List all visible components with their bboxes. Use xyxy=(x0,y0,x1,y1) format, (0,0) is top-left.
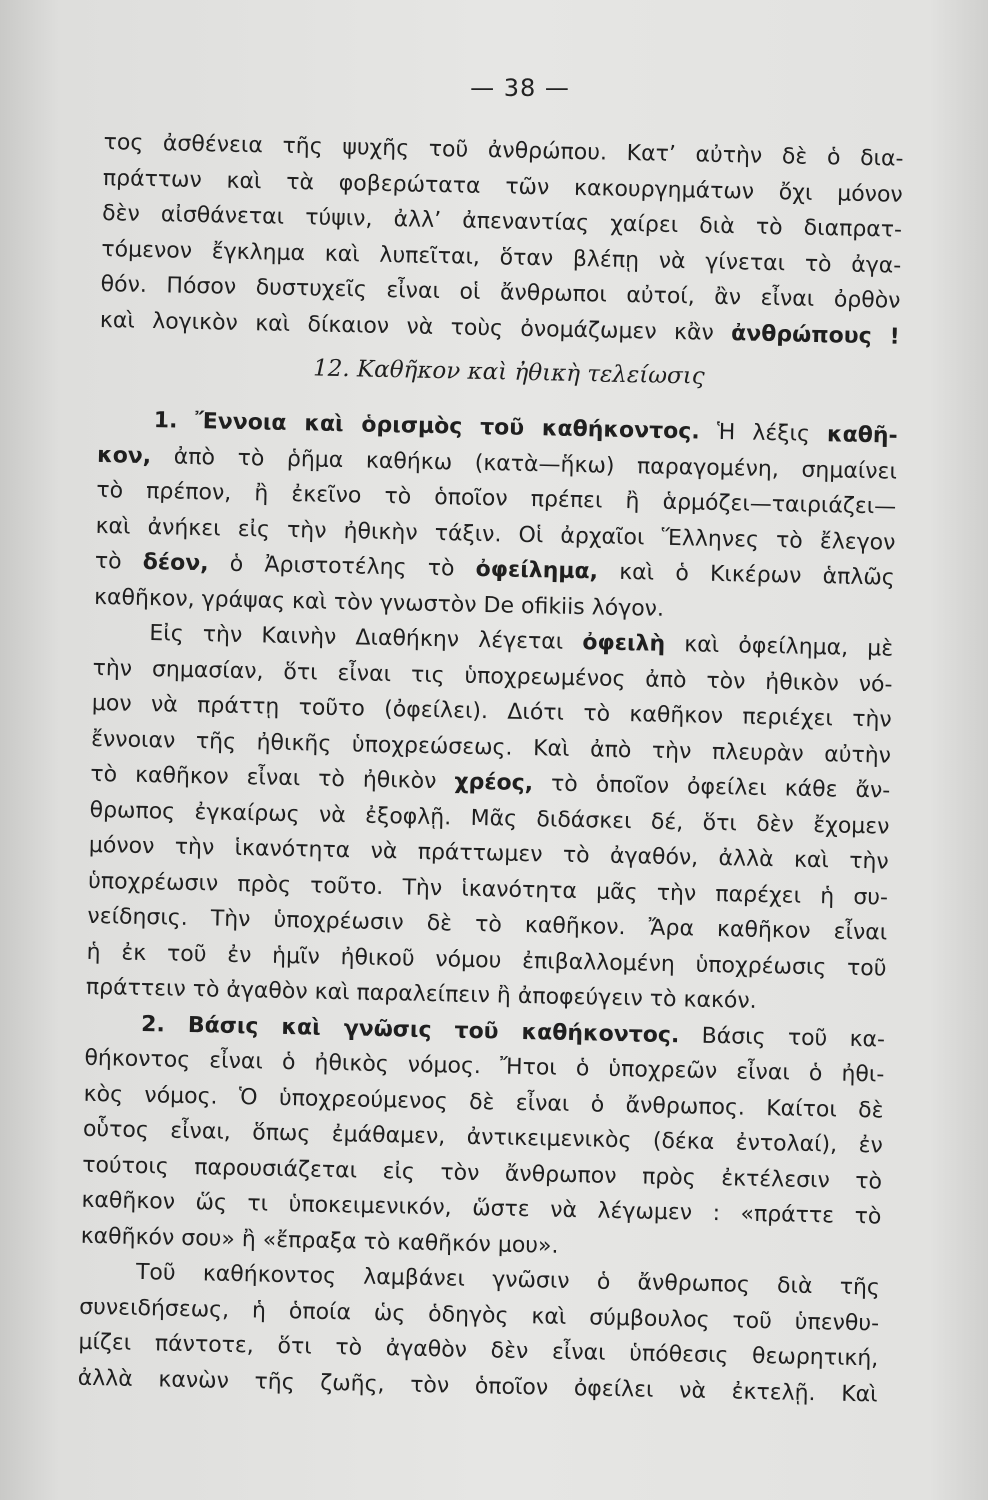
text-line: κὸς νόμος. Ὁ ὑποχρεούμενος δὲ εἶναι ὁ ἄνθρωπος. Καίτοι δὲ xyxy=(83,1081,884,1124)
text-line: ἔννοιαν τῆς ἠθικῆς ὑποχρεώσεως. Καὶ ἀπὸ τὴν πλευρὰν αὐτὴν xyxy=(90,726,892,769)
text-line: Τοῦ καθήκοντος λαμβάνει γνῶσιν ὁ ἄνθρωπος διὰ τῆς xyxy=(135,1259,881,1301)
text-fragment: τὸ καθῆκον εἶναι τὸ ἠθικὸν xyxy=(90,761,455,795)
text-line: θήκοντος εἶναι ὁ ἠθικὸς νόμος. Ἤτοι ὁ ὑποχρεῶν εἶναι ὁ ἠθι- xyxy=(84,1045,885,1088)
text-line: θρωπος ἐγκαίρως νὰ ἐξοφλῇ. Μᾶς διδάσκει δέ, ὅτι δὲν ἔχομεν xyxy=(89,797,890,840)
text-line: πράττων καὶ τὰ φοβερώτατα τῶν κακουργημάτων ὄχι μόνον xyxy=(102,165,903,208)
emphasis-opheile: ὀφειλὴ xyxy=(582,630,666,657)
emphasis-opheilema: ὀφείλημα, xyxy=(475,556,599,585)
text-line: νείδησις. Τὴν ὑποχρέωσιν δὲ τὸ καθῆκον. Ἄρα καθῆκον εἶναι xyxy=(87,903,888,946)
text-fragment: τὸ xyxy=(94,548,144,575)
page-number: — 38 — xyxy=(470,74,570,102)
text-fragment: Βάσις τοῦ κα- xyxy=(679,1022,886,1053)
text-line: τὸ πρέπον, ἢ ἐκεῖνο τὸ ὁποῖον πρέπει ἢ ἁρμόζει—ταιριάζει— xyxy=(96,477,897,520)
text-line: συνειδήσεως, ἡ ὁποία ὡς ὁδηγὸς καὶ σύμβουλος τοῦ ὑπενθυ- xyxy=(78,1294,880,1336)
text-fragment: Εἰς τὴν Καινὴν Διαθήκην λέγεται xyxy=(149,621,583,656)
text-fragment: καὶ ὁ Κικέρων ἁπλῶς xyxy=(597,559,895,591)
text-line: τόμενον ἔγκλημα καὶ λυπεῖται, ὅταν βλέπῃ νὰ γίνεται τὸ ἀγα- xyxy=(101,236,902,279)
text-fragment: ἀπὸ τὸ ῥῆμα καθήκω (κατὰ—ἥκω) παραγομένη, σημαίνει xyxy=(150,443,898,485)
text-line: ἀλλὰ κανὼν τῆς ζωῆς, τὸν ὁποῖον ὀφείλει νὰ ἐκτελῇ. Καὶ xyxy=(77,1365,878,1407)
emphasis-deon: δέον, xyxy=(142,549,209,577)
text-fragment: καὶ λογικὸν καὶ δίκαιον νὰ τοὺς ὀνομάζωμεν κἂν xyxy=(99,307,732,346)
text-line: καθῆκόν σου» ἢ «ἔπραξα τὸ καθῆκόν μου». xyxy=(80,1223,559,1259)
text-line: τὴν σημασίαν, ὅτι εἶναι τις ὑποχρεωμένος ἀπὸ τὸν ἠθικὸν νό- xyxy=(92,655,893,698)
text-line: καθῆκον, γράψας καὶ τὸν γνωστὸν De ofikiis λόγον. xyxy=(93,584,665,622)
text-line: καὶ ἀνήκει εἰς τὴν ἠθικὴν τάξιν. Οἱ ἀρχαῖοι Ἕλληνες τὸ ἔλεγον xyxy=(95,513,896,556)
text-line: ἡ ἐκ τοῦ ἐν ἡμῖν ἠθικοῦ νόμου ἐπιβαλλομένη ὑποχρέωσις τοῦ xyxy=(86,939,887,982)
text-line: θόν. Πόσον δυστυχεῖς εἶναι οἱ ἄνθρωποι αὐτοί, ἂν εἶναι ὀρθὸν xyxy=(100,271,901,314)
section-heading: 12. Καθῆκον καὶ ἠθικὴ τελείωσις xyxy=(312,355,705,390)
text-line: τούτοις παρουσιάζεται εἰς τὸν ἄνθρωπον πρὸς ἐκτέλεσιν τὸ xyxy=(81,1152,883,1195)
text-fragment: τὸ ὁποῖον ὀφείλει κάθε ἄν- xyxy=(532,771,891,804)
text-line: ὑποχρέωσιν πρὸς τοῦτο. Τὴν ἱκανότητα μᾶς τὴν παρέχει ἡ συ- xyxy=(87,868,889,911)
text-fragment: καὶ ὀφείλημα, μὲ xyxy=(664,631,894,662)
text-line: δὲν αἰσθάνεται τύψιν, ἀλλ’ ἀπεναντίας χαίρει διὰ τὸ διαπρατ- xyxy=(101,200,903,243)
text-line: οὗτος εἶναι, ὅπως ἐμάθαμεν, ἀντικειμενικὸς (δέκα ἐντολαί), ἐν xyxy=(82,1116,884,1159)
text-line: μίζει πάντοτε, ὅτι τὸ ἀγαθὸν δὲν εἶναι ὑπόθεσις θεωρητική, xyxy=(78,1329,879,1372)
text-line: πράττειν τὸ ἀγαθὸν καὶ παραλείπειν ἢ ἀποφεύγειν τὸ κακόν. xyxy=(85,974,757,1014)
text-line: τος ἀσθένεια τῆς ψυχῆς τοῦ ἀνθρώπου. Κατ’ αὐτὴν δὲ ὁ δια- xyxy=(103,129,904,172)
subsection-title-2: 2. Βάσις καὶ γνῶσις τοῦ καθήκοντος. xyxy=(140,1011,680,1048)
text-fragment: Ἡ λέξις xyxy=(699,419,828,448)
text-line: μόνον τὴν ἱκανότητα νὰ πράττωμεν τὸ ἀγαθόν, ἀλλὰ καὶ τὴν xyxy=(88,832,889,875)
emphasis-kathe: καθῆ- xyxy=(826,422,898,449)
body-text xyxy=(77,125,903,1412)
subsection-title-1: 1. Ἔννοια καὶ ὁρισμὸς τοῦ καθήκοντος. xyxy=(153,408,700,445)
emphasis-kon: κον, xyxy=(96,442,152,469)
emphasis-chreos: χρέος, xyxy=(454,769,534,797)
text-fragment: ὁ Ἀριστοτέλης τὸ xyxy=(208,551,476,582)
text-line: καθῆκον ὥς τι ὑποκειμενικόν, ὥστε νὰ λέγωμεν : «πράττε τὸ xyxy=(81,1187,882,1230)
emphasis-anthropous: ἀνθρώπους ! xyxy=(730,320,900,350)
text-line: μον νὰ πράττῃ τοῦτο (ὀφείλει). Διότι τὸ καθῆκον περιέχει τὴν xyxy=(91,690,892,733)
